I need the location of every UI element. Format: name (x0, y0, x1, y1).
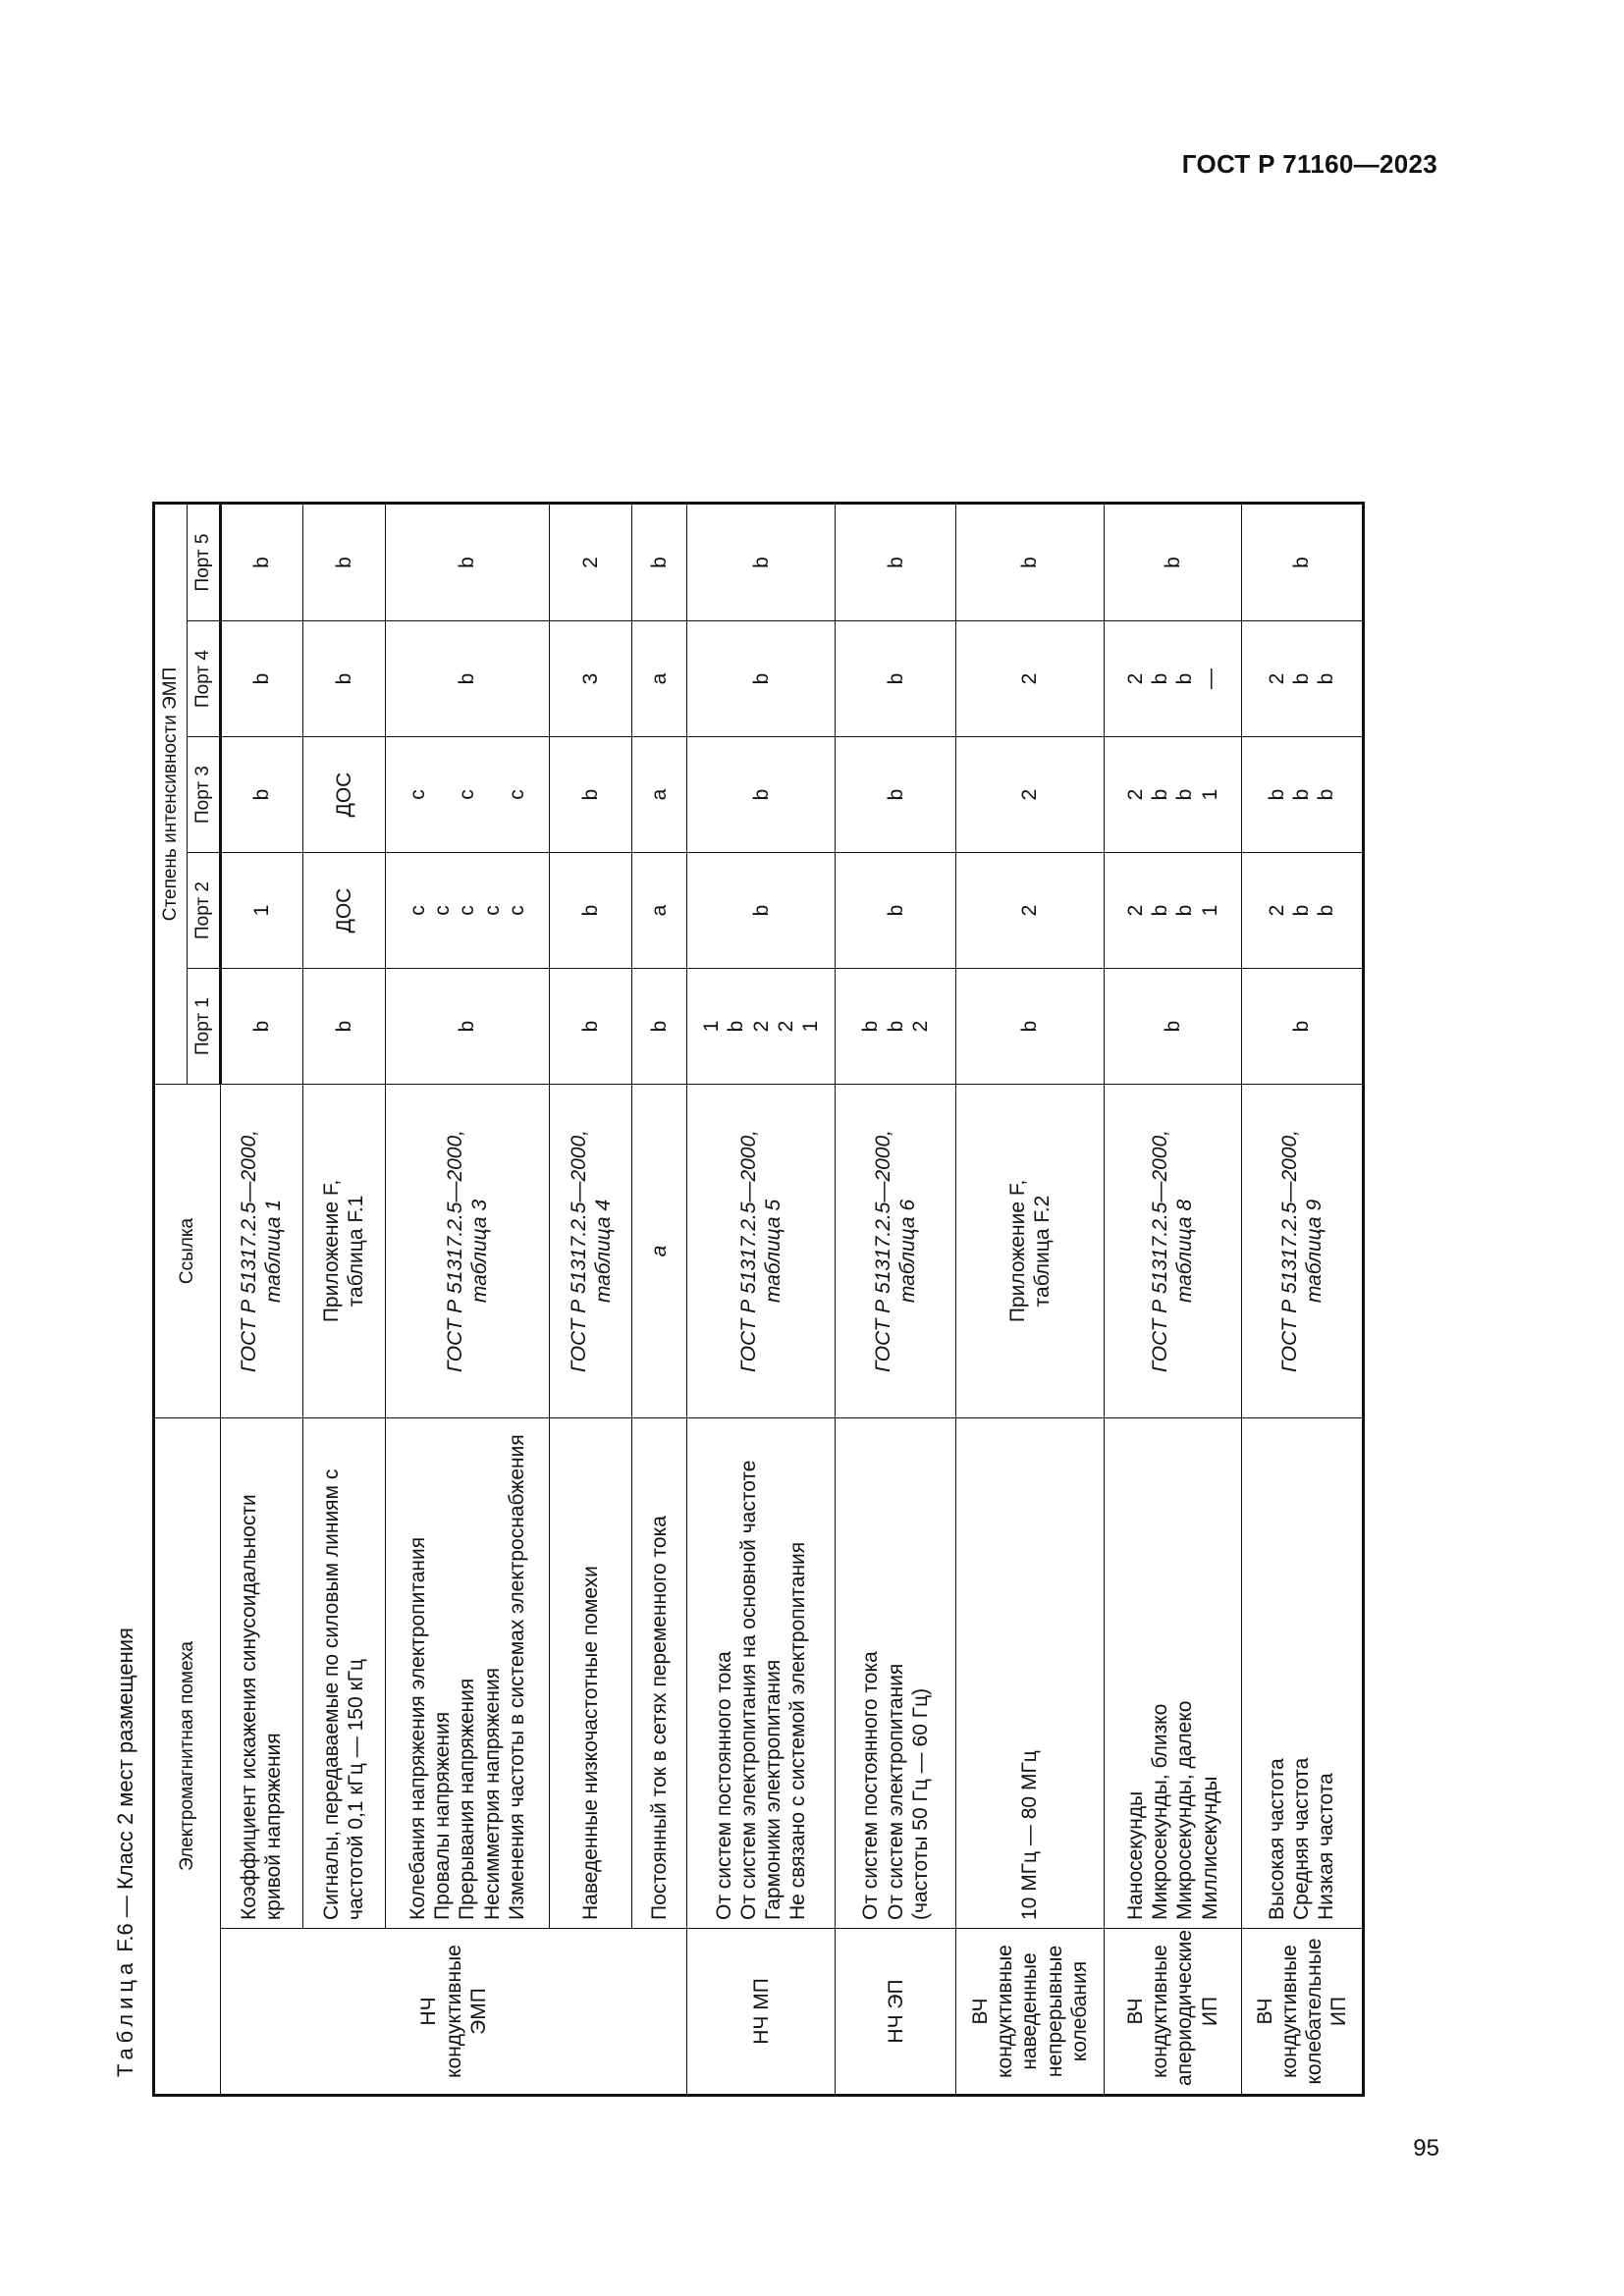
rotated-table-region (103, 505, 1365, 2097)
cell-line: таблица 1 (262, 1199, 286, 1304)
cell-line: Несимметрия напряжения (480, 1667, 504, 1920)
cell-line: 2 (774, 1020, 797, 1033)
port-value-p5 (302, 503, 385, 620)
table-body (221, 503, 1364, 2095)
disturbance-cell (632, 1418, 687, 1929)
header-port-2: Порт 2 (188, 853, 221, 969)
cell-line: Низкая частота (1315, 1773, 1338, 1920)
cell-line: b (250, 788, 274, 801)
disturbance-cell (302, 1418, 385, 1929)
cell-line: b (1266, 788, 1289, 801)
disturbance-cell (385, 1418, 550, 1929)
cell-line: c (505, 789, 528, 800)
cell-line: ГОСТ Р 51317.2.5—2000, (736, 1130, 760, 1373)
cell-line: 1 (1198, 788, 1221, 801)
port-value-p5 (836, 503, 956, 620)
cell-line: ГОСТ Р 51317.2.5—2000, (1149, 1130, 1172, 1373)
cell-line: Приложение F, (1005, 1179, 1029, 1323)
cell-line: 2 (579, 557, 603, 568)
cell-line: b (749, 904, 773, 917)
group-cell: ВЧ кондуктивные наведенные непрерывные колебания (956, 1929, 1105, 2096)
port-value-p5 (687, 503, 836, 620)
cell-line: таблица 5 (762, 1199, 785, 1304)
port-value-p2 (550, 853, 632, 969)
port-value-p4 (687, 621, 836, 737)
cell-line: b (456, 557, 479, 568)
port-value-p3 (632, 737, 687, 853)
group-cell: НЧ кондуктивные ЭМП (221, 1929, 687, 2096)
cell-line: 1 (700, 1020, 724, 1033)
port-value-p4 (836, 621, 956, 737)
port-value-p1 (687, 969, 836, 1085)
port-value-p4 (956, 621, 1105, 737)
reference-cell (302, 1085, 385, 1418)
port-value-p2 (385, 853, 550, 969)
cell-line: b (1290, 1020, 1314, 1033)
page-number: 95 (1413, 2135, 1439, 2162)
port-value-p3 (385, 737, 550, 853)
header-port-4: Порт 4 (188, 621, 221, 737)
cell-line: a (648, 904, 672, 917)
document-code: ГОСТ Р 71160—2023 (1181, 149, 1437, 179)
header-port-3: Порт 3 (188, 737, 221, 853)
table-caption-label: Таблица (113, 1957, 137, 2077)
cell-line: b (1315, 672, 1338, 685)
header-port-1: Порт 1 (188, 969, 221, 1085)
cell-line: таблица 8 (1173, 1199, 1197, 1304)
port-value-p1 (632, 969, 687, 1085)
cell-line: таблица 4 (591, 1199, 615, 1304)
cell-line: b (332, 672, 355, 685)
cell-line: 3 (579, 672, 603, 685)
cell-line: 2 (1018, 672, 1042, 685)
emi-table (152, 502, 1365, 2097)
port-value-p3 (687, 737, 836, 853)
cell-line: 1 (798, 1020, 822, 1033)
cell-line: Приложение F, (320, 1179, 344, 1323)
table-row (1105, 503, 1242, 2095)
cell-line: b (884, 788, 907, 801)
cell-line: таблица 9 (1302, 1199, 1326, 1304)
cell-line: b (884, 672, 907, 685)
port-value-p1 (302, 969, 385, 1085)
port-value-p3 (1241, 737, 1363, 853)
cell-line: b (1173, 672, 1197, 685)
cell-line: b (648, 1020, 672, 1033)
port-value-p4 (385, 621, 550, 737)
cell-line: От систем электропитания на основной частоте (736, 1460, 760, 1920)
header-port-5: Порт 5 (188, 503, 221, 620)
cell-line: таблица 3 (468, 1199, 492, 1304)
cell-line: таблица 6 (896, 1199, 920, 1304)
port-value-p5 (1105, 503, 1242, 620)
port-value-p1 (1105, 969, 1242, 1085)
reference-cell (385, 1085, 550, 1418)
cell-line: (частоты 50 Гц — 60 Гц) (908, 1687, 932, 1920)
port-value-p1 (1241, 969, 1363, 1085)
disturbance-cell (956, 1418, 1105, 1929)
port-value-p1 (221, 969, 303, 1085)
group-cell: НЧ ЭП (836, 1929, 956, 2096)
port-value-p5 (385, 503, 550, 620)
cell-line: Средняя частота (1290, 1757, 1314, 1920)
cell-line: Микросекунды, далеко (1173, 1700, 1197, 1920)
cell-line: Наносекунды (1124, 1790, 1148, 1920)
port-value-p2 (632, 853, 687, 969)
cell-line: c (406, 905, 430, 916)
cell-line: b (579, 904, 603, 917)
table-row (836, 503, 956, 2095)
port-value-p5 (221, 503, 303, 620)
port-value-p5 (956, 503, 1105, 620)
reference-cell (1241, 1085, 1363, 1418)
port-value-p2 (302, 853, 385, 969)
cell-line: Наведенные низкочастотные помехи (579, 1566, 603, 1920)
cell-line: b (749, 788, 773, 801)
cell-line: Колебания напряжения электропитания (406, 1536, 430, 1920)
cell-line: ГОСТ Р 51317.2.5—2000, (238, 1130, 261, 1373)
port-value-p3 (956, 737, 1105, 853)
cell-line: Гармоники электропитания (762, 1659, 785, 1920)
cell-line: таблица F.1 (345, 1195, 368, 1308)
port-value-p5 (1241, 503, 1363, 620)
cell-line: ГОСТ Р 51317.2.5—2000, (1277, 1130, 1301, 1373)
cell-line: b (1315, 904, 1338, 917)
cell-line: Миллисекунды (1198, 1776, 1221, 1920)
port-value-p2 (1241, 853, 1363, 969)
cell-line: c (431, 905, 455, 916)
cell-line: Сигналы, передаваемые по силовым линиям с частотой 0,1 кГц — 150 кГц (320, 1468, 368, 1920)
cell-line: b (1173, 904, 1197, 917)
cell-line: a (648, 788, 672, 801)
cell-line: b (250, 672, 274, 685)
cell-line: b (332, 1020, 355, 1033)
cell-line: b (1018, 1020, 1042, 1033)
reference-cell (956, 1085, 1105, 1418)
port-value-p4 (1105, 621, 1242, 737)
cell-line: c (480, 905, 504, 916)
port-value-p2 (687, 853, 836, 969)
port-value-p1 (836, 969, 956, 1085)
cell-line: ГОСТ Р 51317.2.5—2000, (567, 1130, 590, 1373)
disturbance-cell (836, 1418, 956, 1929)
cell-line: b (1149, 904, 1172, 917)
cell-line: b (1161, 557, 1184, 568)
cell-line: b (579, 788, 603, 801)
cell-line: b (1149, 672, 1172, 685)
table-row (385, 503, 550, 2095)
reference-cell (221, 1085, 303, 1418)
port-value-p3 (221, 737, 303, 853)
reference-cell (687, 1085, 836, 1418)
table-row (956, 503, 1105, 2095)
header-intensity: Степень интенсивности ЭМП (154, 503, 188, 1084)
cell-line: b (1290, 672, 1314, 685)
port-value-p3 (302, 737, 385, 853)
cell-line (430, 745, 455, 844)
port-value-p3 (836, 737, 956, 853)
cell-line: b (1290, 788, 1314, 801)
cell-line: 2 (908, 1020, 932, 1033)
table-row (687, 503, 836, 2095)
cell-line: Провалы напряжения (431, 1711, 455, 1920)
cell-line: b (1149, 788, 1172, 801)
cell-line: 2 (1266, 672, 1289, 685)
cell-line: b (648, 557, 672, 568)
cell-line: Изменения частоты в системах электроснабжения (505, 1434, 528, 1920)
cell-line: Микросекунды, близко (1149, 1703, 1172, 1920)
table-row (550, 503, 632, 2095)
cell-line: 1 (250, 904, 274, 917)
reference-cell (632, 1085, 687, 1418)
cell-line: 2 (1124, 788, 1148, 801)
port-value-p3 (550, 737, 632, 853)
cell-line: c (406, 789, 430, 800)
table-row (632, 503, 687, 2095)
cell-line: Постоянный ток в сетях переменного тока (648, 1516, 672, 1920)
cell-line: 2 (1124, 904, 1148, 917)
table-row (1241, 503, 1363, 2095)
cell-line: b (456, 1020, 479, 1033)
port-value-p4 (632, 621, 687, 737)
cell-line: 2 (1018, 788, 1042, 801)
cell-line: b (1018, 557, 1042, 568)
cell-line: b (250, 557, 274, 568)
cell-line: b (884, 1020, 907, 1033)
cell-line: b (884, 557, 907, 568)
reference-cell (1105, 1085, 1242, 1418)
cell-line: От систем электропитания (884, 1663, 907, 1920)
cell-line: ГОСТ Р 51317.2.5—2000, (443, 1130, 466, 1373)
port-value-p5 (550, 503, 632, 620)
port-value-p1 (385, 969, 550, 1085)
cell-line: b (749, 557, 773, 568)
cell-line: От систем постоянного тока (859, 1651, 883, 1920)
cell-line: c (456, 905, 479, 916)
disturbance-cell (1105, 1418, 1242, 1929)
cell-line: b (725, 1020, 748, 1033)
cell-line: 2 (1266, 904, 1289, 917)
port-value-p4 (550, 621, 632, 737)
cell-line: 2 (1124, 672, 1148, 685)
table-caption (103, 1628, 148, 2077)
cell-line: b (1315, 788, 1338, 801)
port-value-p4 (221, 621, 303, 737)
cell-line: 2 (749, 1020, 773, 1033)
table-caption-text: F.6 — Класс 2 мест размещения (113, 1628, 137, 1958)
group-cell: ВЧ кондуктивные колебательные ИП (1241, 1929, 1363, 2096)
reference-cell (836, 1085, 956, 1418)
cell-line: b (456, 672, 479, 685)
port-value-p5 (632, 503, 687, 620)
cell-line: ГОСТ Р 51317.2.5—2000, (871, 1130, 894, 1373)
group-cell: ВЧ кондуктивные апериодические ИП (1105, 1929, 1242, 2096)
cell-line: b (749, 672, 773, 685)
cell-line: Коэффициент искажения синусоидальности кривой напряжения (238, 1494, 286, 1920)
cell-line: b (859, 1020, 883, 1033)
cell-line: — (1198, 668, 1221, 689)
cell-line: ДОС (332, 887, 355, 934)
cell-line: 10 МГц — 80 МГц (1018, 1750, 1042, 1920)
port-value-p4 (302, 621, 385, 737)
cell-line: b (1290, 904, 1314, 917)
cell-line: b (250, 1020, 274, 1033)
port-value-p1 (550, 969, 632, 1085)
cell-line: От систем постоянного тока (712, 1651, 735, 1920)
cell-line: ДОС (332, 772, 355, 818)
cell-line: b (1161, 1020, 1184, 1033)
port-value-p2 (836, 853, 956, 969)
cell-line: 1 (1198, 904, 1221, 917)
cell-line: Не связано с системой электропитания (786, 1541, 810, 1920)
port-value-p2 (956, 853, 1105, 969)
header-disturbance: Электромагнитная помеха (154, 1418, 221, 2096)
cell-line: b (332, 557, 355, 568)
cell-line: b (1290, 557, 1314, 568)
disturbance-cell (1241, 1418, 1363, 1929)
disturbance-cell (550, 1418, 632, 1929)
cell-line: c (505, 905, 528, 916)
table-row (302, 503, 385, 2095)
cell-line: Прерывания напряжения (456, 1678, 479, 1920)
cell-line: a (648, 1245, 672, 1257)
port-value-p2 (1105, 853, 1242, 969)
port-value-p1 (956, 969, 1105, 1085)
port-value-p4 (1241, 621, 1363, 737)
cell-line: таблица F.2 (1031, 1195, 1055, 1308)
cell-line: a (648, 672, 672, 685)
cell-line: b (1173, 788, 1197, 801)
table-row (221, 503, 303, 2095)
reference-cell (550, 1085, 632, 1418)
cell-line: Высокая частота (1266, 1758, 1289, 1920)
disturbance-cell (687, 1418, 836, 1929)
header-reference: Ссылка (154, 1085, 221, 1418)
port-value-p2 (221, 853, 303, 969)
disturbance-cell (221, 1418, 303, 1929)
cell-line: b (579, 1020, 603, 1033)
cell-line: c (456, 789, 479, 800)
cell-line (480, 745, 505, 844)
group-cell: НЧ МП (687, 1929, 836, 2096)
port-value-p3 (1105, 737, 1242, 853)
cell-line: 2 (1018, 904, 1042, 917)
cell-line: b (884, 904, 907, 917)
